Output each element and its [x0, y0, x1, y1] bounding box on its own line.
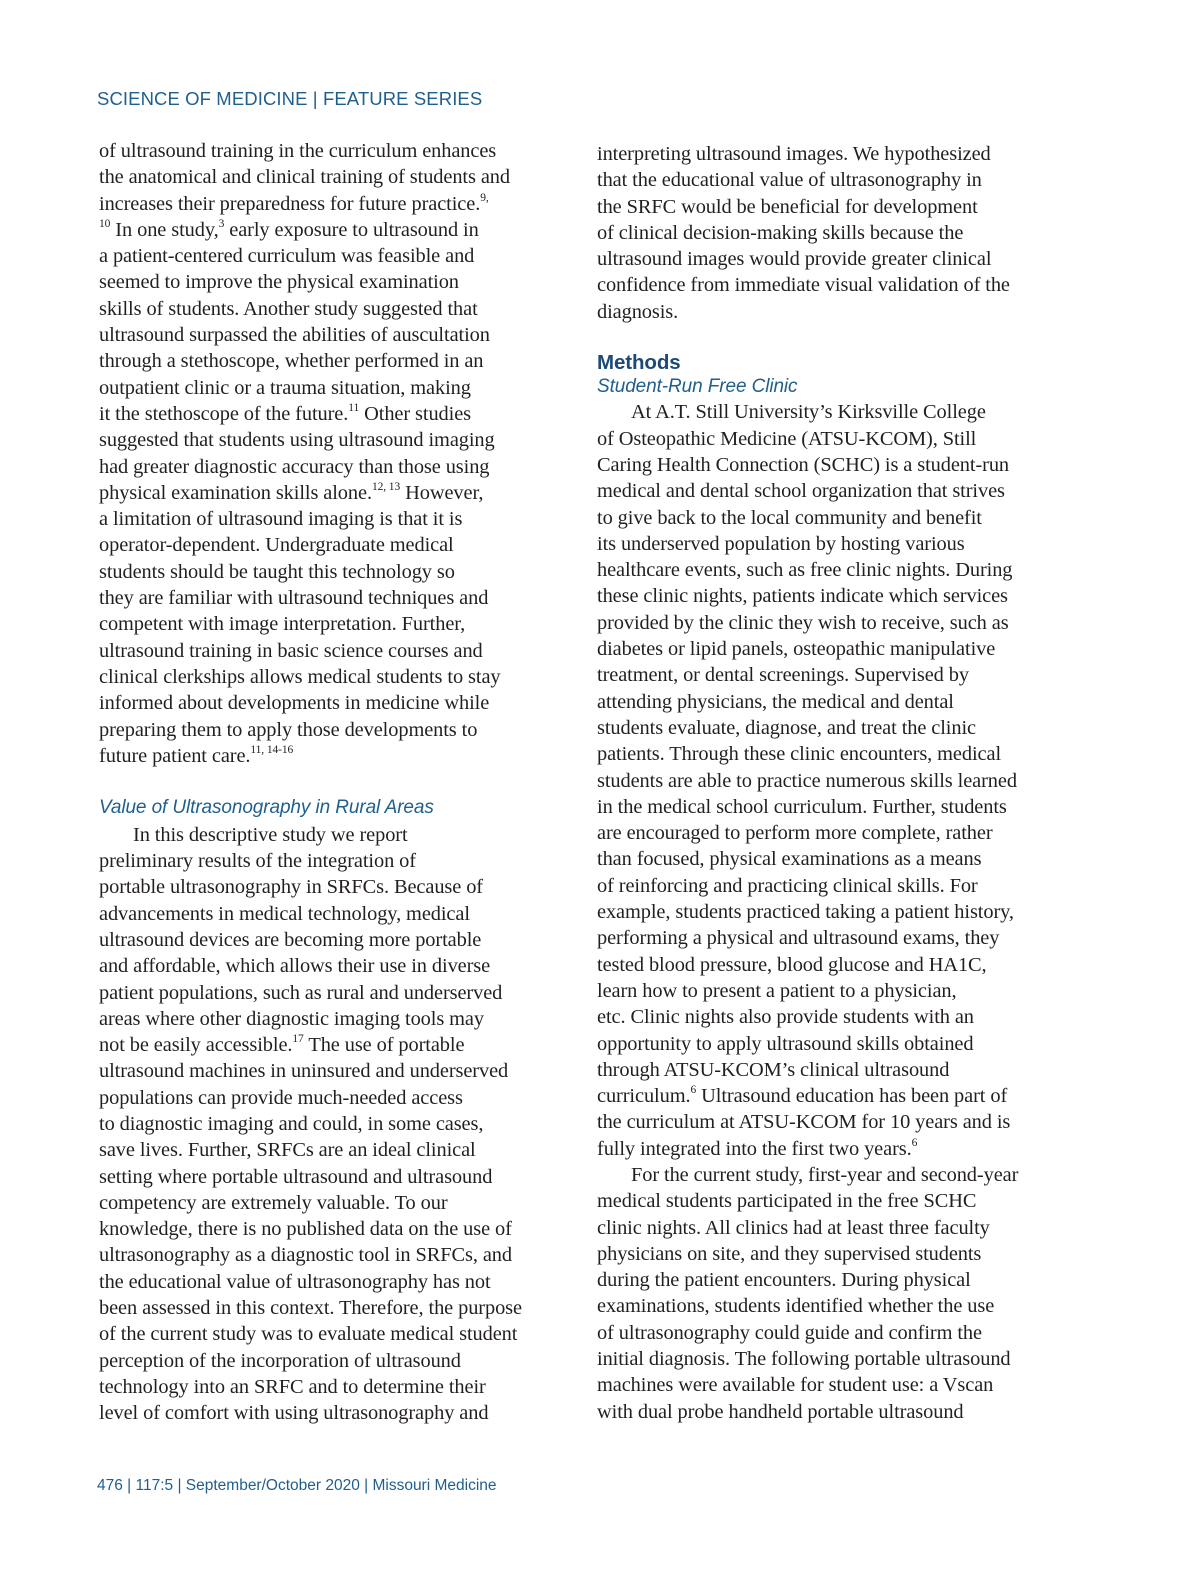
text-segment: the curriculum at ATSU-KCOM for 10 years and is: [597, 1111, 1011, 1134]
body-text-line: [597, 820, 1067, 846]
body-text-line: [99, 874, 569, 900]
text-segment: initial diagnosis. The following portable ultrasound: [597, 1348, 1011, 1371]
text-segment: in the medical school curriculum. Further, students: [597, 795, 1007, 818]
citation-superscript: 11: [348, 402, 360, 415]
body-text-line: [597, 978, 1067, 1004]
body-text-line: [99, 664, 569, 690]
body-text-line: [99, 191, 569, 217]
text-segment: Student-Run Free Clinic: [597, 376, 798, 398]
text-segment: clinical clerkships allows medical students to stay: [99, 665, 501, 688]
body-text-line: [99, 953, 569, 979]
text-segment: and affordable, which allows their use in diverse: [99, 955, 491, 978]
body-text-line: [99, 1374, 569, 1400]
body-text-line: [99, 822, 569, 848]
text-segment: tested blood pressure, blood glucose and HA1C,: [597, 953, 987, 976]
citation-superscript: 6: [911, 1136, 918, 1149]
text-segment: seemed to improve the physical examination: [99, 271, 459, 294]
text-segment: portable ultrasonography in SRFCs. Because of: [99, 876, 483, 899]
text-segment: skills of students. Another study suggested that: [99, 297, 478, 320]
body-text-line: [597, 246, 1067, 272]
body-text-line: [99, 638, 569, 664]
text-segment: However,: [400, 481, 484, 504]
body-text-line: [99, 1295, 569, 1321]
text-segment: with dual probe handheld portable ultrasound: [597, 1400, 964, 1423]
body-text-line: [597, 1293, 1067, 1319]
text-segment: of reinforcing and practicing clinical skills. For: [597, 874, 978, 897]
body-text-line: [597, 715, 1067, 741]
body-text-line: [99, 1190, 569, 1216]
section-heading: [597, 351, 1067, 375]
body-text-line: [99, 269, 569, 295]
body-text-line: [99, 427, 569, 453]
text-segment: than focused, physical examinations as a means: [597, 848, 982, 871]
body-text-line: [99, 164, 569, 190]
citation-superscript: 11, 14-16: [250, 744, 294, 757]
text-segment: confidence from immediate visual validation of the: [597, 274, 1010, 297]
text-segment: example, students practiced taking a patient history,: [597, 901, 1014, 924]
body-text-line: [597, 636, 1067, 662]
text-segment: the anatomical and clinical training of students and: [99, 166, 510, 189]
body-text-line: [99, 1111, 569, 1137]
body-text-line: [99, 217, 569, 243]
text-segment: ultrasound devices are becoming more portable: [99, 928, 482, 951]
body-text-line: [99, 559, 569, 585]
blank-line: [99, 769, 569, 795]
body-text-line: [597, 1241, 1067, 1267]
body-text-line: [597, 1031, 1067, 1057]
body-text-line: [597, 141, 1067, 167]
body-text-line: [99, 1321, 569, 1347]
body-text-line: [99, 401, 569, 427]
text-segment: a limitation of ultrasound imaging is that it is: [99, 508, 463, 531]
body-text-line: [99, 1269, 569, 1295]
text-segment: interpreting ultrasound images. We hypothesized: [597, 143, 991, 165]
body-text-line: [99, 480, 569, 506]
body-text-line: [99, 1137, 569, 1163]
text-segment: patient populations, such as rural and underserved: [99, 981, 503, 1004]
subsection-heading: [597, 375, 1067, 399]
text-segment: At A.T. Still University’s Kirksville College: [631, 401, 986, 424]
body-text-line: [597, 662, 1067, 688]
text-segment: opportunity to apply ultrasound skills obtained: [597, 1032, 974, 1055]
body-text-line: [99, 1242, 569, 1268]
text-segment: had greater diagnostic accuracy than those using: [99, 455, 490, 478]
text-segment: level of comfort with using ultrasonography and: [99, 1402, 489, 1425]
text-segment: students should be taught this technology so: [99, 560, 455, 583]
text-segment: ultrasound machines in uninsured and underserved: [99, 1060, 509, 1083]
body-text-line: [597, 925, 1067, 951]
text-segment: knowledge, there is no published data on the use of: [99, 1218, 512, 1241]
text-segment: ultrasound images would provide greater clinical: [597, 248, 992, 271]
text-segment: are encouraged to perform more complete, rather: [597, 822, 993, 845]
body-text-line: [597, 610, 1067, 636]
text-segment: of clinical decision-making skills because the: [597, 221, 964, 244]
body-text-line: [597, 272, 1067, 298]
text-segment: healthcare events, such as free clinic nights. During: [597, 559, 1013, 582]
text-segment: of the current study was to evaluate medical student: [99, 1323, 518, 1346]
left-column: [99, 138, 569, 1427]
body-text-line: [597, 426, 1067, 452]
text-segment: fully integrated into the first two years.: [597, 1137, 912, 1160]
text-segment: not be easily accessible.: [99, 1034, 293, 1057]
text-segment: diagnosis.: [597, 300, 679, 323]
body-text-line: [99, 296, 569, 322]
body-text-line: [597, 741, 1067, 767]
body-text-line: [597, 1188, 1067, 1214]
body-text-line: [597, 1004, 1067, 1030]
text-segment: they are familiar with ultrasound techniques and: [99, 587, 489, 610]
text-segment: learn how to present a patient to a physician,: [597, 979, 957, 1002]
body-text-line: [99, 743, 569, 769]
body-text-line: [597, 452, 1067, 478]
body-text-line: [99, 927, 569, 953]
text-segment: ultrasonography as a diagnostic tool in SRFCs, and: [99, 1244, 512, 1267]
text-segment: provided by the clinic they wish to receive, such as: [597, 611, 1009, 634]
text-segment: advancements in medical technology, medical: [99, 902, 470, 925]
text-segment: medical and dental school organization that strives: [597, 480, 1005, 503]
text-segment: patients. Through these clinic encounters, medical: [597, 743, 1002, 766]
body-text-line: [99, 243, 569, 269]
body-text-line: [597, 583, 1067, 609]
text-segment: areas where other diagnostic imaging tools may: [99, 1007, 484, 1030]
body-text-line: [597, 1057, 1067, 1083]
body-text-line: [597, 167, 1067, 193]
body-text-line: [597, 1346, 1067, 1372]
text-segment: of ultrasound training in the curriculum enhances: [99, 140, 497, 162]
text-segment: informed about developments in medicine while: [99, 692, 490, 715]
body-text-line: [597, 478, 1067, 504]
body-text-line: [597, 220, 1067, 246]
body-text-line: [99, 1348, 569, 1374]
text-segment: these clinic nights, patients indicate which services: [597, 585, 1008, 608]
text-segment: the SRFC would be beneficial for development: [597, 195, 978, 218]
text-segment: suggested that students using ultrasound imaging: [99, 429, 495, 452]
citation-superscript: 3: [218, 218, 225, 231]
text-segment: the educational value of ultrasonography has not: [99, 1270, 491, 1293]
page-footer: 476 | 117:5 | September/October 2020 | Missouri Medicine: [97, 1477, 497, 1494]
body-text-line: [99, 690, 569, 716]
text-segment: that the educational value of ultrasonography in: [597, 169, 982, 192]
text-segment: its underserved population by hosting various: [597, 532, 965, 555]
subsection-heading: [99, 795, 569, 821]
text-segment: during the patient encounters. During physical: [597, 1269, 971, 1292]
text-segment: competency are extremely valuable. To our: [99, 1191, 448, 1214]
body-text-line: [99, 322, 569, 348]
text-segment: competent with image interpretation. Further,: [99, 613, 466, 636]
body-text-line: [597, 873, 1067, 899]
text-segment: physical examination skills alone.: [99, 481, 372, 504]
body-text-line: [597, 1083, 1067, 1109]
body-text-line: [597, 1215, 1067, 1241]
body-text-line: [99, 980, 569, 1006]
text-segment: through ATSU-KCOM’s clinical ultrasound: [597, 1058, 950, 1081]
text-segment: preliminary results of the integration of: [99, 850, 416, 873]
text-segment: perception of the incorporation of ultrasound: [99, 1349, 461, 1372]
text-segment: attending physicians, the medical and dental: [597, 690, 954, 713]
text-segment: future patient care.: [99, 744, 251, 767]
text-segment: Methods: [597, 351, 681, 375]
body-text-line: [597, 194, 1067, 220]
text-segment: outpatient clinic or a trauma situation, making: [99, 376, 471, 399]
text-segment: curriculum.: [597, 1085, 691, 1108]
body-text-line: [99, 717, 569, 743]
body-text-line: [99, 1085, 569, 1111]
text-segment: In one study,: [110, 218, 219, 241]
body-text-line: [99, 901, 569, 927]
blank-line: [597, 325, 1067, 351]
text-segment: early exposure to ultrasound in: [224, 218, 479, 241]
text-segment: medical students participated in the free SCHC: [597, 1190, 977, 1213]
citation-superscript: 17: [292, 1033, 304, 1046]
text-segment: been assessed in this context. Therefore, the purpose: [99, 1297, 522, 1320]
body-text-line: [597, 768, 1067, 794]
body-text-line: [99, 611, 569, 637]
body-text-line: [597, 531, 1067, 557]
text-segment: of ultrasonography could guide and confirm the: [597, 1321, 982, 1344]
body-text-line: [99, 532, 569, 558]
body-text-line: [597, 505, 1067, 531]
text-segment: it the stethoscope of the future.: [99, 402, 349, 425]
body-text-line: [597, 1320, 1067, 1346]
right-column: [597, 141, 1067, 1425]
text-segment: save lives. Further, SRFCs are an ideal clinical: [99, 1139, 476, 1162]
body-text-line: [597, 399, 1067, 425]
body-text-line: [99, 585, 569, 611]
text-segment: to give back to the local community and benefit: [597, 506, 982, 529]
text-segment: a patient-centered curriculum was feasible and: [99, 245, 475, 268]
text-segment: Value of Ultrasonography in Rural Areas: [99, 797, 434, 819]
text-segment: In this descriptive study we report: [133, 823, 408, 846]
body-text-line: [597, 952, 1067, 978]
body-text-line: [597, 899, 1067, 925]
body-text-line: [597, 846, 1067, 872]
body-text-line: [99, 1164, 569, 1190]
body-text-line: [99, 1216, 569, 1242]
text-segment: treatment, or dental screenings. Supervised by: [597, 664, 969, 687]
body-text-line: [597, 1162, 1067, 1188]
text-segment: through a stethoscope, whether performed in an: [99, 350, 484, 373]
text-segment: examinations, students identified whether the use: [597, 1295, 995, 1318]
text-segment: ultrasound surpassed the abilities of auscultation: [99, 324, 490, 347]
text-segment: students are able to practice numerous skills learned: [597, 769, 1017, 792]
text-segment: of Osteopathic Medicine (ATSU-KCOM), Still: [597, 427, 977, 450]
body-text-line: [597, 1109, 1067, 1135]
text-segment: diabetes or lipid panels, osteopathic manipulative: [597, 638, 996, 661]
body-text-line: [99, 454, 569, 480]
body-text-line: [99, 1032, 569, 1058]
body-text-line: [597, 689, 1067, 715]
text-segment: preparing them to apply those developments to: [99, 718, 478, 741]
text-segment: Other studies: [359, 402, 471, 425]
citation-superscript: 9,: [480, 191, 489, 204]
text-segment: The use of portable: [303, 1034, 465, 1057]
body-text-line: [597, 1136, 1067, 1162]
text-segment: Caring Health Connection (SCHC) is a student-run: [597, 453, 1010, 476]
text-segment: clinic nights. All clinics had at least three faculty: [597, 1216, 990, 1239]
citation-superscript: 6: [690, 1084, 697, 1097]
text-segment: increases their preparedness for future practice.: [99, 192, 481, 215]
body-text-line: [597, 1399, 1067, 1425]
text-segment: For the current study, first-year and second-year: [631, 1163, 1019, 1186]
citation-superscript: 12, 13: [371, 481, 401, 494]
body-text-line: [597, 794, 1067, 820]
citation-superscript: 10: [99, 218, 111, 231]
body-text-line: [597, 1267, 1067, 1293]
text-segment: students evaluate, diagnose, and treat the clinic: [597, 716, 976, 739]
body-text-line: [99, 1400, 569, 1426]
body-text-line: [597, 1372, 1067, 1398]
text-segment: populations can provide much-needed access: [99, 1086, 463, 1109]
body-text-line: [597, 557, 1067, 583]
text-segment: Ultrasound education has been part of: [696, 1085, 1008, 1108]
text-segment: performing a physical and ultrasound exams, they: [597, 927, 1000, 950]
running-header: SCIENCE OF MEDICINE | FEATURE SERIES: [97, 88, 483, 109]
text-segment: to diagnostic imaging and could, in some cases,: [99, 1112, 484, 1135]
body-text-line: [99, 138, 569, 164]
text-segment: machines were available for student use: a Vscan: [597, 1374, 994, 1397]
body-text-line: [99, 1006, 569, 1032]
body-text-line: [99, 1058, 569, 1084]
body-text-line: [99, 848, 569, 874]
body-text-line: [99, 375, 569, 401]
text-segment: etc. Clinic nights also provide students with an: [597, 1006, 974, 1029]
text-segment: physicians on site, and they supervised students: [597, 1242, 982, 1265]
text-segment: ultrasound training in basic science courses and: [99, 639, 483, 662]
text-segment: technology into an SRFC and to determine their: [99, 1375, 486, 1398]
text-segment: operator-dependent. Undergraduate medical: [99, 534, 454, 557]
body-text-line: [597, 299, 1067, 325]
body-text-line: [99, 348, 569, 374]
body-text-line: [99, 506, 569, 532]
text-segment: setting where portable ultrasound and ultrasound: [99, 1165, 493, 1188]
